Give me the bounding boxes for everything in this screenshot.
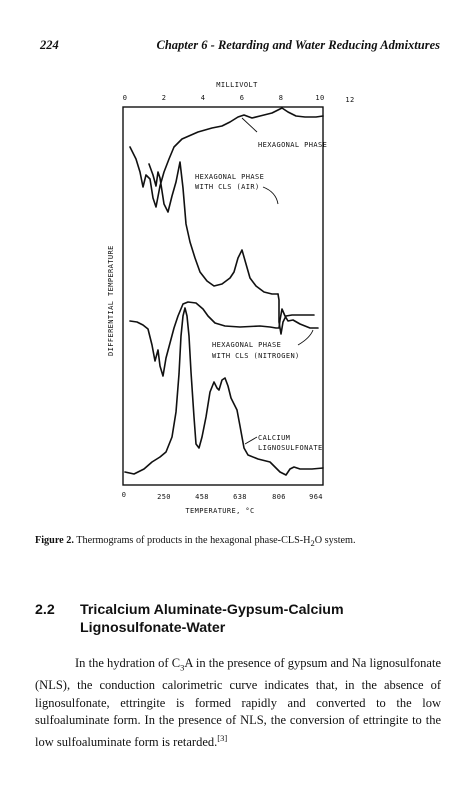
citation-ref: [3] xyxy=(217,732,228,743)
leader-cls-nitrogen xyxy=(298,330,313,345)
caption-text-end: O system. xyxy=(314,535,356,546)
section-number: 2.2 xyxy=(35,602,55,618)
top-tick: 10 xyxy=(315,94,325,102)
top-axis-label: MILLIVOLT xyxy=(216,81,258,89)
bottom-tick: 964 xyxy=(309,493,323,501)
top-tick: 8 xyxy=(278,94,284,102)
label-cls-nitrogen-line2: WITH CLS (NITROGEN) xyxy=(212,352,300,360)
bottom-tick: 806 xyxy=(272,493,286,501)
curve-hexagonal-phase xyxy=(130,108,323,207)
leader-hexagonal-phase xyxy=(242,118,257,132)
thermogram-figure xyxy=(100,72,370,520)
label-hexagonal-phase: HEXAGONAL PHASE xyxy=(258,141,328,149)
running-header xyxy=(40,38,440,54)
paragraph xyxy=(35,655,441,751)
bottom-tick: 458 xyxy=(195,493,209,501)
curve-hexagonal-cls-air xyxy=(149,162,278,294)
bottom-tick: 0 xyxy=(121,491,127,499)
leader-calcium xyxy=(245,437,257,444)
top-tick: 0 xyxy=(122,94,128,102)
top-tick: 4 xyxy=(200,94,206,102)
top-tick: 6 xyxy=(239,94,245,102)
top-tick: 2 xyxy=(161,94,167,102)
caption-subscript: 2 xyxy=(310,538,315,549)
plot-frame xyxy=(123,107,323,485)
leader-cls-air xyxy=(263,187,278,204)
body-subscript: 3 xyxy=(180,662,185,673)
label-cls-air-line1: HEXAGONAL PHASE xyxy=(195,173,265,181)
top-tick: 12 xyxy=(345,96,355,104)
body-text-rest: A in the presence of gypsum and Na lignosulfonate (NLS), the conduction calorimetric curve indicates that, in the absence of lignosulfonate, ettringite is formed rapidly and converted to the low sulfoaluminate form. In the presence of NLS, the conversion of ettringite to the low sulfoaluminate form is retarded. xyxy=(35,656,441,749)
bottom-tick: 250 xyxy=(157,493,171,501)
left-axis-label: DIFFERENTIAL TEMPERATURE xyxy=(107,245,115,356)
section-title: Tricalcium Aluminate-Gypsum-Calcium Lignosulfonate-Water xyxy=(80,602,344,636)
bottom-tick: 638 xyxy=(233,493,247,501)
body-paragraph xyxy=(35,655,441,751)
figure-caption xyxy=(35,535,445,548)
curve-hexagonal-cls-nitrogen xyxy=(130,302,318,376)
label-cls-nitrogen-line1: HEXAGONAL PHASE xyxy=(212,341,282,349)
label-cls-air-line2: WITH CLS (AIR) xyxy=(195,183,260,191)
thermogram-plot xyxy=(100,72,370,520)
label-calcium-line1: CALCIUM xyxy=(258,434,291,442)
page-number: 224 xyxy=(40,38,59,52)
chapter-title: Chapter 6 - Retarding and Water Reducing Admixtures xyxy=(156,38,440,52)
label-calcium-line2: LIGNOSULFONATE xyxy=(258,444,323,452)
caption-text: Thermograms of products in the hexagonal phase-CLS-H xyxy=(76,535,311,546)
body-text-start: In the hydration of C xyxy=(75,656,181,670)
bottom-axis-label: TEMPERATURE, °C xyxy=(185,507,255,515)
caption-lead: Figure 2. xyxy=(35,535,74,546)
